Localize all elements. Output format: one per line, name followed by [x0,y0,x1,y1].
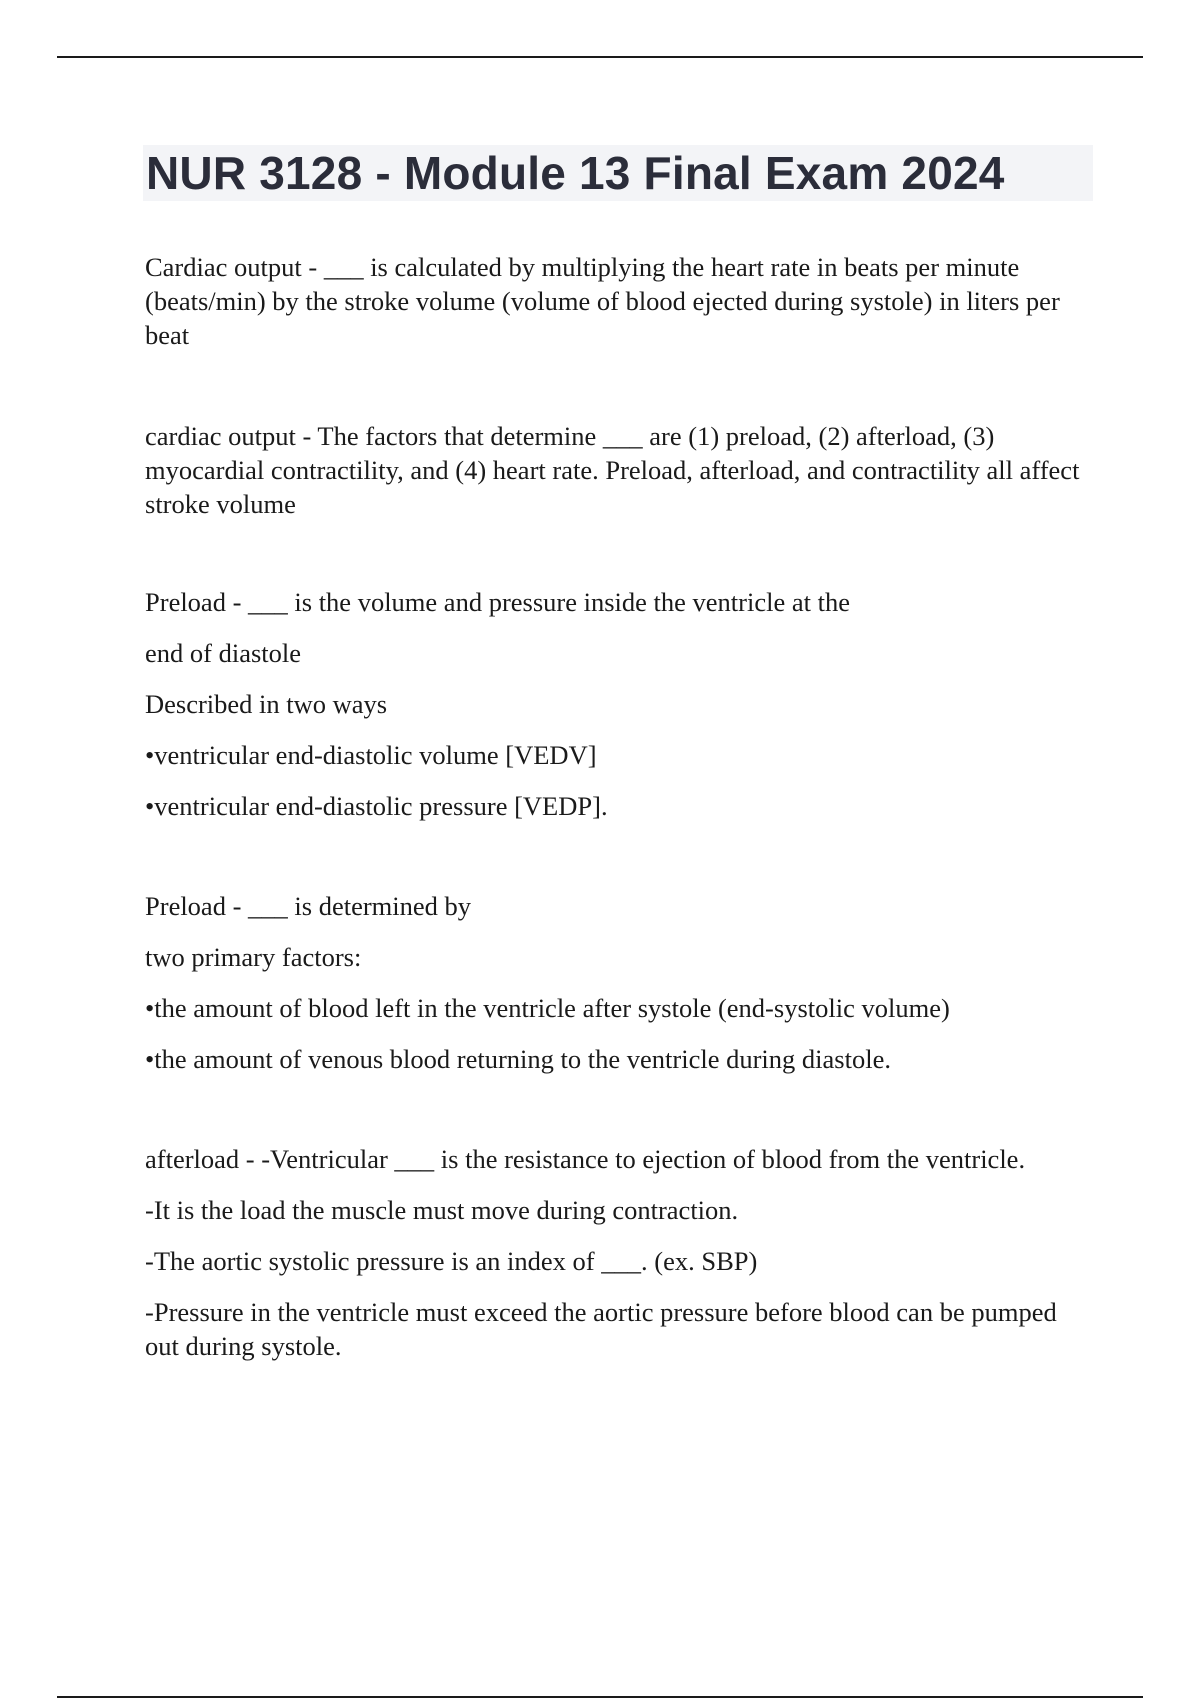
card-line: Described in two ways [145,689,388,719]
flashcard-preload-determinants [145,889,1095,1076]
card-line: -Pressure in the ventricle must exceed the aortic pressure before blood can be pumped out during systole. [145,1297,1057,1361]
card-bullet: •the amount of blood left in the ventricle after systole (end-systolic volume) [145,993,950,1023]
card-text: Cardiac output - ___ is calculated by multiplying the heart rate in beats per minute (beats/min) by the stroke volume (volume of blood ejected during systole) in liters per beat [145,252,1060,350]
card-bullet: •ventricular end-diastolic volume [VEDV] [145,740,597,770]
top-divider [57,56,1143,58]
card-bullet: •ventricular end-diastolic pressure [VEDP]. [145,791,608,821]
card-line: afterload - -Ventricular ___ is the resistance to ejection of blood from the ventricle. [145,1144,1026,1174]
bottom-divider [57,1696,1143,1698]
document-title: NUR 3128 - Module 13 Final Exam 2024 [146,147,1005,199]
card-line: -It is the load the muscle must move during contraction. [145,1195,739,1225]
card-line: -The aortic systolic pressure is an index of ___. (ex. SBP) [145,1246,758,1276]
card-line: Preload - ___ is determined by [145,891,472,921]
card-text: cardiac output - The factors that determine ___ are (1) preload, (2) afterload, (3) myocardial contractility, and (4) heart rate. Preload, afterload, and contractility all affect stroke volume [145,421,1080,519]
flashcard-cardiac-output-calc [145,250,1095,352]
flashcard-list [145,250,1095,1363]
card-line: Preload - ___ is the volume and pressure inside the ventricle at the [145,587,850,617]
card-line: end of diastole [145,638,302,668]
card-line: two primary factors: [145,942,362,972]
flashcard-cardiac-output-factors [145,419,1095,521]
card-bullet: •the amount of venous blood returning to the ventricle during diastole. [145,1044,891,1074]
flashcard-afterload [145,1142,1095,1363]
flashcard-preload-definition [145,585,1095,823]
